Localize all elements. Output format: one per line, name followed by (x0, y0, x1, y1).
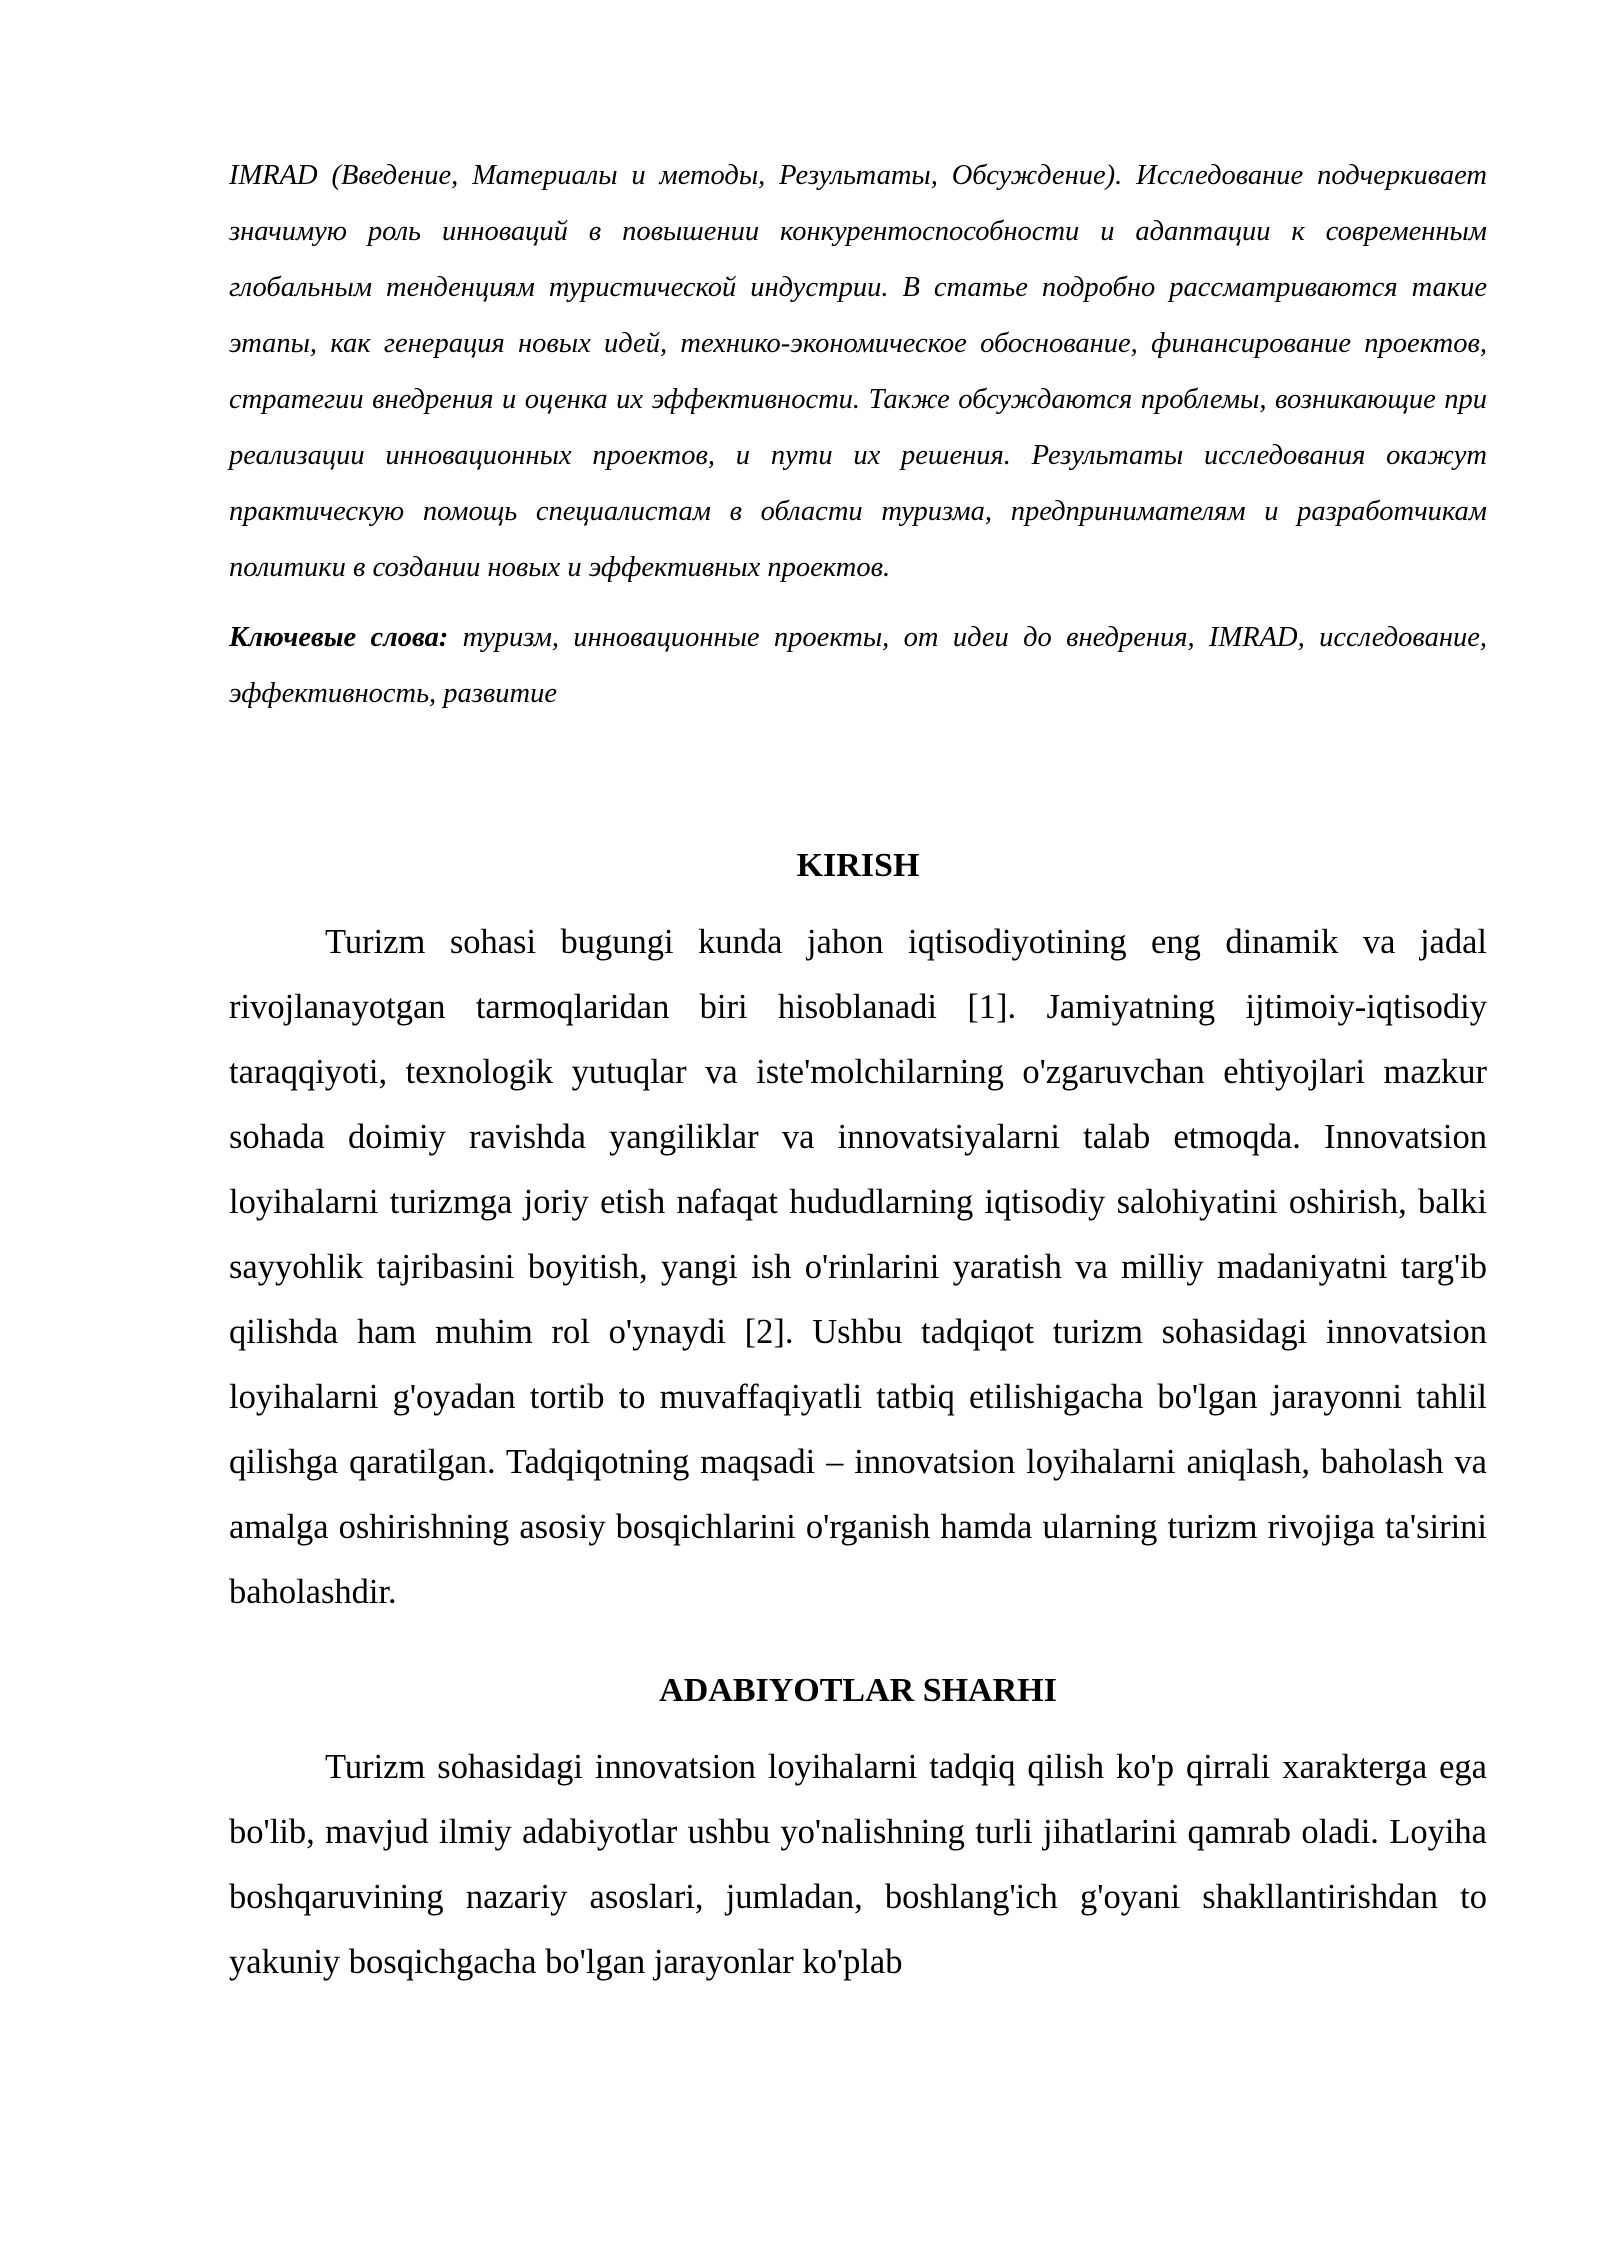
literature-paragraph: Turizm sohasidagi innovatsion loyihalarni tadqiq qilish ko'p qirrali xarakterga ega bo'lib, mavjud ilmiy adabiyotlar ushbu yo'nalishning turli jihatlarini qamrab oladi. Loyiha boshqaruvining nazariy asoslari, jumladan, boshlang'ich g'oyani shakllantirishdan to yakuniy bosqichgacha bo'lgan jarayonlar ko'plab (229, 1748, 1487, 1981)
abstract-paragraph: IMRAD (Введение, Материалы и методы, Результаты, Обсуждение). Исследование подчеркивает значимую роль инноваций в повышении конкурентоспособности и адаптации к современным глобальным тенденциям туристической индустрии. В статье подробно рассматриваются такие этапы, как генерация новых идей, технико-экономическое обоснование, финансирование проектов, стратегии внедрения и оценка их эффективности. Также обсуждаются проблемы, возникающие при реализации инновационных проектов, и пути их решения. Результаты исследования окажут практическую помощь специалистам в области туризма, предпринимателям и разработчикам политики в создании новых и эффективных проектов. (229, 160, 1487, 583)
intro-paragraph: Turizm sohasi bugungi kunda jahon iqtisodiyotining eng dinamik va jadal rivojlanayotgan tarmoqlaridan biri hisoblanadi [1]. Jamiyatning ijtimoiy-iqtisodiy taraqqiyoti, texnologik yutuqlar va iste'molchilarning o'zgaruvchan ehtiyojlari mazkur sohada doimiy ravishda yangiliklar va innovatsiyalarni talab etmoqda. Innovatsion loyihalarni turizmga joriy etish nafaqat hududlarning iqtisodiy salohiyatini oshirish, balki sayyohlik tajribasini boyitish, yangi ish o'rinlarini yaratish va milliy madaniyatni targ'ib qilishda ham muhim rol o'ynaydi [2]. Ushbu tadqiqot turizm sohasidagi innovatsion loyihalarni g'oyadan tortib to muvaffaqiyatli tatbiq etilishigacha bo'lgan jarayonni tahlil qilishga qaratilgan. Tadqiqotning maqsadi – innovatsion loyihalarni aniqlash, baholash va amalga oshirishning asosiy bosqichlarini o'rganish hamda ularning turizm rivojiga ta'sirini baholashdir. (229, 923, 1487, 1611)
page-content (229, 148, 1487, 1995)
section-heading-literature: ADABIYOTLAR SHARHI (659, 1672, 1057, 1709)
keywords-text: туризм, инновационные проекты, от идеи до внедрения, IMRAD, исследование, эффективность, развитие (229, 622, 1487, 709)
keywords-line (229, 610, 1487, 722)
section-heading-intro: KIRISH (796, 847, 920, 884)
keywords-label: Ключевые слова: (229, 622, 449, 653)
